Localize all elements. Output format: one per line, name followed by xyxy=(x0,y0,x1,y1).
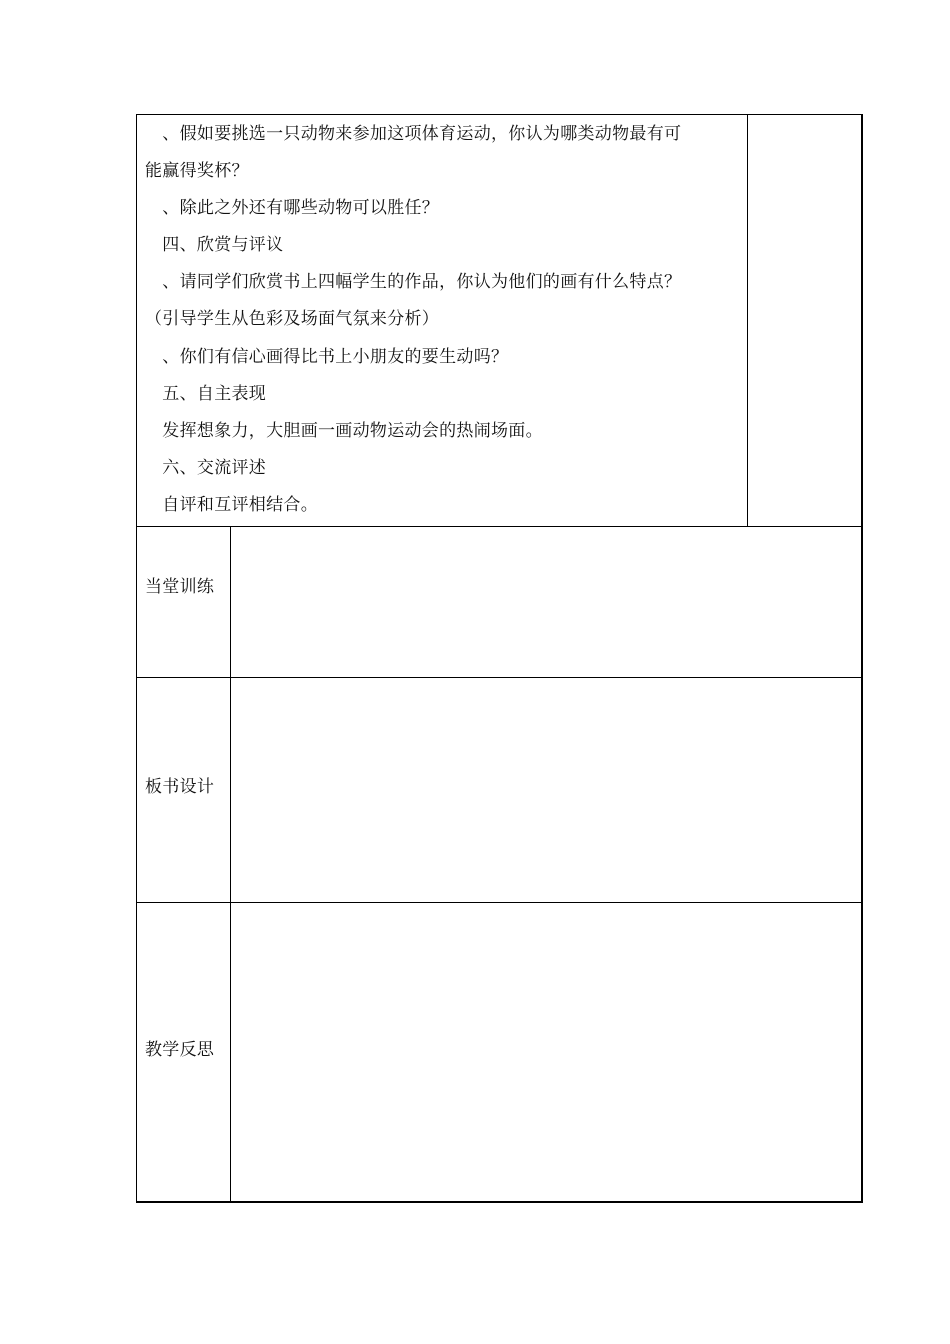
top-cell-line-2: 能赢得奖杯？ xyxy=(145,161,249,181)
top-cell-line-7: 、你们有信心画得比书上小朋友的要生动吗？ xyxy=(145,347,509,367)
top-cell-line-5: 、请同学们欣赏书上四幅学生的作品，你认为他们的画有什么特点？ xyxy=(145,272,682,292)
top-cell-line-8: 五、自主表现 xyxy=(145,384,267,404)
top-cell-line-1: 、假如要挑选一只动物来参加这项体育运动，你认为哪类动物最有可 xyxy=(145,124,682,144)
top-cell-line-10: 六、交流评述 xyxy=(145,458,267,478)
top-cell-line-6: （引导学生从色彩及场面气氛来分析） xyxy=(145,309,440,329)
top-cell-right-divider xyxy=(747,114,748,527)
row-label-practice: 当堂训练 xyxy=(145,577,215,597)
table-border-right xyxy=(861,114,863,1203)
top-cell-line-11: 自评和互评相结合。 xyxy=(145,495,318,515)
row-label-reflection: 教学反思 xyxy=(145,1040,215,1060)
top-cell-line-9: 发挥想象力，大胆画一画动物运动会的热闹场面。 xyxy=(145,421,543,441)
top-cell-line-4: 四、欣赏与评议 xyxy=(145,235,284,255)
board-design-content-cell xyxy=(231,678,861,902)
practice-content-cell xyxy=(231,527,861,677)
table-border-top xyxy=(136,114,863,115)
table-border-bottom xyxy=(136,1201,863,1203)
top-cell-line-3: 、除此之外还有哪些动物可以胜任？ xyxy=(145,198,440,218)
row-label-board-design: 板书设计 xyxy=(145,777,215,797)
reflection-content-cell xyxy=(231,903,861,1201)
table-border-left xyxy=(136,114,137,1203)
